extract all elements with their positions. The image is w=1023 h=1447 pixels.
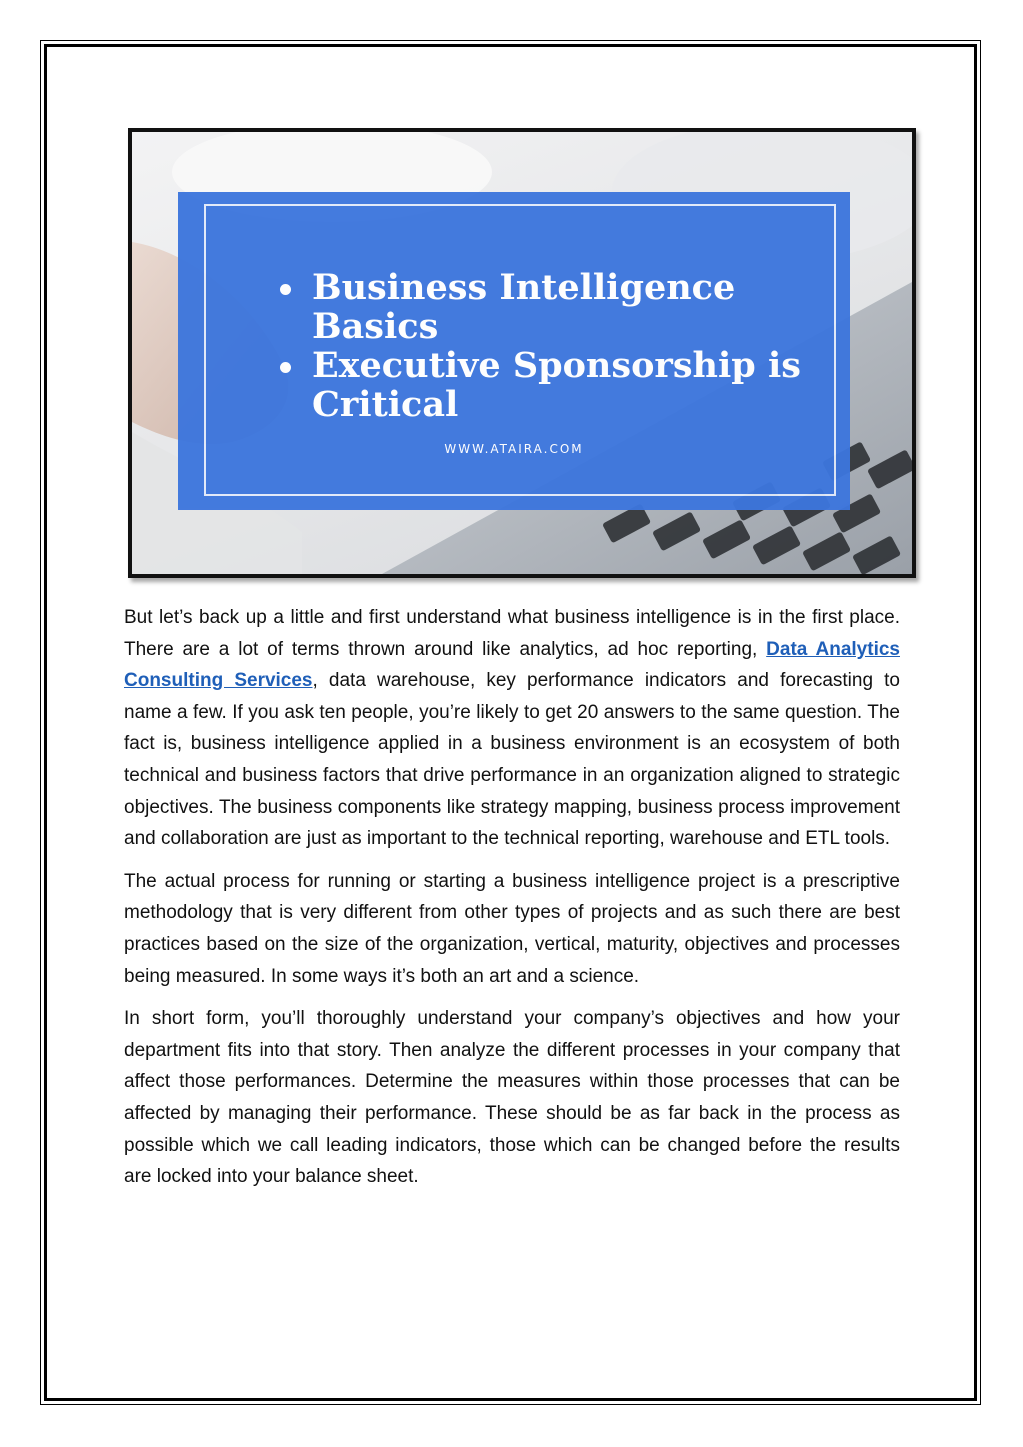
paragraph-3: In short form, you’ll thoroughly understand your company’s objectives and how your department fits into that story. Then analyze the different processes in your company that affect those performances. Determine the measures within those processes that can be affected by managing their performance. These should be as far back in the process as possible which we call leading indicators, those which can be changed before the results are locked into your balance sheet. xyxy=(124,1008,900,1188)
paragraph-1-text-end: , data warehouse, key performance indicators and forecasting to name a few. If you ask ten people, you’re likely to get 20 answers to the same question. The fact is, business intelligence applied in a business environment is an ecosystem of both technical and business factors that drive performance in an organization aligned to strategic objectives. The business components like strategy mapping, business process improvement and collaboration are just as important to the technical reporting, warehouse and ETL tools. xyxy=(124,670,901,850)
hero-image xyxy=(128,128,916,578)
banner-bullet-1: Business Intelligence Basics xyxy=(278,268,850,346)
article-body xyxy=(124,602,900,1204)
paragraph-2: The actual process for running or starting a business intelligence project is a prescriptive methodology that is very different from other types of projects and as such there are best practices based on the size of the organization, vertical, maturity, objectives and processes being measured. In some ways it’s both an art and a science. xyxy=(124,870,900,987)
banner-url: WWW.ATAIRA.COM xyxy=(444,442,584,456)
title-banner xyxy=(178,192,850,510)
data-analytics-consulting-link[interactable]: Data Analytics Consulting Services xyxy=(124,638,900,692)
banner-bullet-2: Executive Sponsorship is Critical xyxy=(278,346,850,424)
banner-bullet-list xyxy=(278,268,850,424)
paragraph-1-text-start: But let’s back up a little and first understand what business intelligence is in the first place. There are a lot of terms thrown around like analytics, ad hoc reporting, xyxy=(124,607,900,660)
paragraph-1 xyxy=(124,602,900,855)
